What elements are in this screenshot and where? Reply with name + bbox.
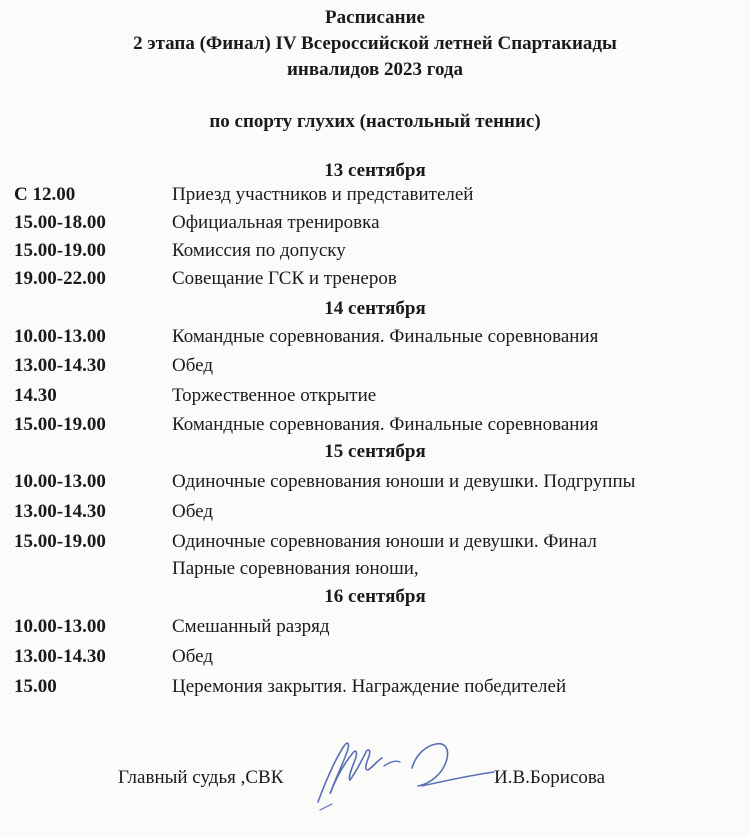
judge-name: И.В.Борисова — [494, 767, 606, 788]
row-event: Официальная тренировка — [172, 212, 380, 233]
schedule-row — [0, 384, 750, 408]
row-time: 15.00-19.00 — [14, 240, 106, 261]
day-heading: 14 сентября — [324, 298, 426, 319]
schedule-row — [0, 615, 750, 639]
row-time: 15.00-19.00 — [14, 414, 106, 435]
row-event: Командные соревнования. Финальные соревнования — [172, 414, 599, 435]
row-event: Торжественное открытие — [172, 385, 377, 406]
signature-block — [0, 760, 750, 810]
row-time: 13.00-14.30 — [14, 501, 106, 522]
row-time: 19.00-22.00 — [14, 268, 106, 289]
schedule-row — [0, 500, 750, 524]
row-event: Совещание ГСК и тренеров — [172, 268, 397, 289]
row-event: Одиночные соревнования юноши и девушки. Финал — [172, 531, 597, 552]
schedule-row — [0, 211, 750, 235]
doc-subtitle-line2: инвалидов 2023 года — [286, 59, 464, 80]
row-event: Одиночные соревнования юноши и девушки. Подгруппы — [172, 471, 636, 492]
day-heading: 15 сентября — [324, 441, 426, 462]
row-time: 10.00-13.00 — [14, 471, 106, 492]
day-heading: 16 сентября — [324, 586, 426, 607]
row-event: Смешанный разряд — [172, 616, 330, 637]
schedule-row — [0, 557, 750, 581]
row-time: 10.00-13.00 — [14, 616, 106, 637]
handwritten-signature — [300, 730, 500, 820]
doc-subtitle-line1: 2 этапа (Финал) IV Всероссийской летней Спартакиады — [133, 33, 617, 54]
row-time: 15.00-18.00 — [14, 212, 106, 233]
row-event: Командные соревнования. Финальные соревнования — [172, 326, 599, 347]
row-time: С 12.00 — [14, 184, 76, 205]
schedule-row — [0, 675, 750, 699]
schedule-row — [0, 267, 750, 291]
schedule-row — [0, 354, 750, 378]
row-event: Обед — [172, 646, 213, 667]
day-heading: 13 сентября — [324, 160, 426, 181]
row-event: Церемония закрытия. Награждение победителей — [172, 676, 567, 697]
row-event: Приезд участников и представителей — [172, 184, 474, 205]
row-event: Комиссия по допуску — [172, 240, 346, 261]
schedule-row — [0, 470, 750, 494]
schedule-row — [0, 239, 750, 263]
row-time: 14.30 — [14, 385, 57, 406]
schedule-row — [0, 413, 750, 437]
schedule-row — [0, 183, 750, 207]
row-event: Парные соревнования юноши, — [172, 558, 419, 579]
row-time: 10.00-13.00 — [14, 326, 106, 347]
row-time: 15.00-19.00 — [14, 531, 106, 552]
row-time: 13.00-14.30 — [14, 646, 106, 667]
judge-title: Главный судья ,СВК — [118, 767, 284, 788]
schedule-row — [0, 325, 750, 349]
row-time: 15.00 — [14, 676, 57, 697]
schedule-row — [0, 530, 750, 554]
row-time: 13.00-14.30 — [14, 355, 106, 376]
row-event: Обед — [172, 355, 213, 376]
doc-title: Расписание — [325, 7, 425, 28]
schedule-row — [0, 645, 750, 669]
doc-sport: по спорту глухих (настольный теннис) — [209, 111, 541, 132]
row-event: Обед — [172, 501, 213, 522]
